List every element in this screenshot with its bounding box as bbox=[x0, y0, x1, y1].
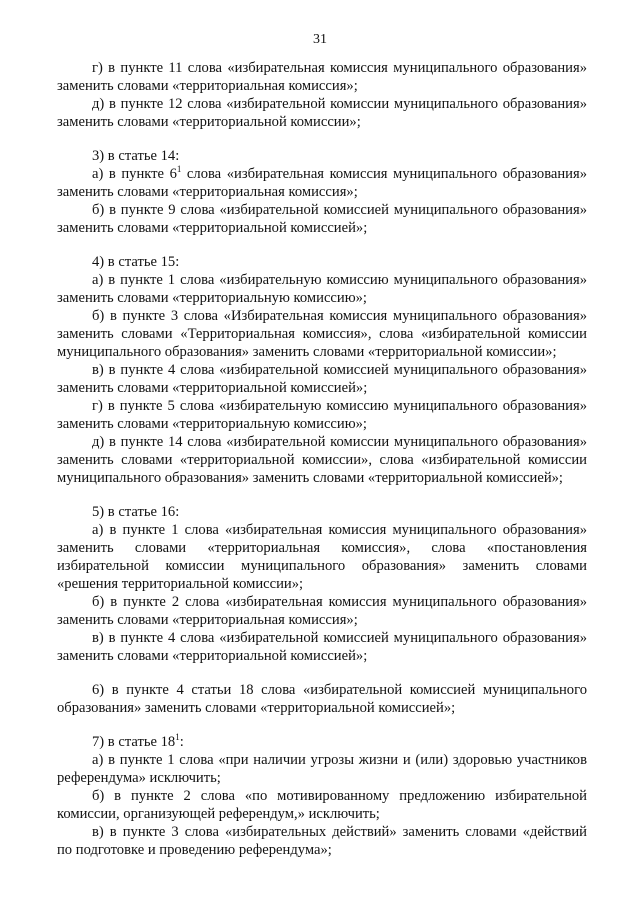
text-line: заменить словами «территориальной комиссией»; bbox=[57, 648, 368, 664]
text-line: а) в пункте $6^1$ слова «избирательная комиссия муниципального образования» bbox=[92, 164, 588, 182]
section-heading: 5) в статье 16: bbox=[92, 504, 180, 520]
text-line: заменить словами «территориальная комиссия»; bbox=[57, 184, 358, 200]
text-line: муниципального образования» заменить словами «территориальной комиссией»; bbox=[57, 470, 563, 486]
section-heading: 3) в статье 14: bbox=[92, 148, 180, 164]
text-line: заменить словами «территориальной комиссии»; bbox=[57, 114, 361, 130]
text-line: в) в пункте 3 слова «избирательных действий» заменить словами «действий bbox=[92, 824, 587, 840]
text-line: по подготовке и проведению референдума»; bbox=[57, 842, 332, 858]
text-line: заменить словами «территориальная комиссия», слова «постановления bbox=[57, 540, 587, 556]
text-line: г) в пункте 11 слова «избирательная комиссия муниципального образования» bbox=[92, 60, 587, 76]
section-heading: 4) в статье 15: bbox=[92, 254, 180, 270]
text-line: комиссии, организующей референдум,» исключить; bbox=[57, 806, 380, 822]
text-line: б) в пункте 9 слова «избирательной комиссией муниципального образования» bbox=[92, 202, 587, 218]
text-line: а) в пункте 1 слова «при наличии угрозы жизни и (или) здоровью участников bbox=[92, 752, 587, 768]
text-line: д) в пункте 14 слова «избирательной комиссии муниципального образования» bbox=[92, 434, 587, 450]
text-line: заменить словами «территориальная комиссия»; bbox=[57, 612, 358, 628]
page-number: 31 bbox=[313, 32, 327, 47]
text-line: заменить словами «территориальной комиссией»; bbox=[57, 220, 368, 236]
text-line: референдума» исключить; bbox=[57, 770, 221, 786]
text-line: в) в пункте 4 слова «избирательной комиссией муниципального образования» bbox=[92, 362, 587, 378]
text-line: заменить словами «территориальную комиссию»; bbox=[57, 416, 367, 432]
text-line: заменить словами «территориальной комиссией»; bbox=[57, 380, 368, 396]
text-line: избирательной комиссии муниципального образования» заменить словами bbox=[57, 558, 587, 574]
text-line: г) в пункте 5 слова «избирательную комиссию муниципального образования» bbox=[92, 398, 587, 414]
text-line: заменить словами «территориальной комиссии», слова «избирательной комиссии bbox=[57, 452, 587, 468]
text-line: 6) в пункте 4 статьи 18 слова «избирательной комиссией муниципального bbox=[92, 682, 587, 698]
text-line: заменить словами «территориальную комиссию»; bbox=[57, 290, 367, 306]
text-line: «решения территориальной комиссии»; bbox=[57, 576, 304, 592]
text-line: образования» заменить словами «территориальной комиссией»; bbox=[57, 700, 456, 716]
text-line: б) в пункте 3 слова «Избирательная комиссия муниципального образования» bbox=[92, 308, 587, 324]
section-heading: 7) в статье $18^1$: bbox=[92, 732, 184, 750]
text-line: а) в пункте 1 слова «избирательная комиссия муниципального образования» bbox=[92, 522, 587, 538]
text-line: б) в пункте 2 слова «по мотивированному предложению избирательной bbox=[92, 788, 587, 804]
text-line: в) в пункте 4 слова «избирательной комиссией муниципального образования» bbox=[92, 630, 587, 646]
text-line: б) в пункте 2 слова «избирательная комиссия муниципального образования» bbox=[92, 594, 587, 610]
text-line: муниципального образования» заменить словами «территориальной комиссии»; bbox=[57, 344, 557, 360]
text-line: д) в пункте 12 слова «избирательной комиссии муниципального образования» bbox=[92, 96, 587, 112]
text-line: заменить словами «Территориальная комиссия», слова «избирательной комиссии bbox=[57, 326, 587, 342]
text-line: заменить словами «территориальная комиссия»; bbox=[57, 78, 358, 94]
text-line: а) в пункте 1 слова «избирательную комиссию муниципального образования» bbox=[92, 272, 587, 288]
